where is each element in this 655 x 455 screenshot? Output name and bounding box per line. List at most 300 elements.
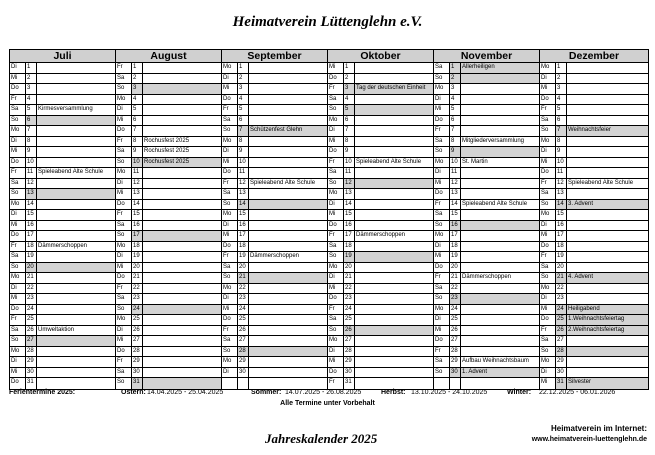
weekday: Mi — [328, 284, 344, 294]
weekday: Sa — [328, 95, 344, 105]
day-row — [222, 147, 327, 158]
weekday: Fr — [434, 200, 450, 210]
day-row — [222, 326, 327, 337]
day-row — [222, 357, 327, 368]
weekday: Mi — [222, 231, 238, 241]
event-text: 4. Advent — [567, 273, 648, 283]
event-text — [461, 231, 539, 241]
day-number: 26 — [132, 326, 143, 336]
day-row — [328, 105, 433, 116]
day-row — [434, 95, 539, 106]
weekday: Mo — [540, 137, 556, 147]
event-text: Rochusfest 2025 — [143, 158, 221, 168]
weekday: So — [10, 189, 26, 199]
event-text: Rochusfest 2025 — [144, 137, 190, 144]
day-number: 28 — [450, 347, 461, 357]
event-text — [37, 231, 115, 241]
event-text — [567, 252, 648, 262]
day-row — [10, 137, 115, 148]
day-row — [434, 357, 539, 368]
day-row — [222, 137, 327, 148]
event-text — [567, 221, 648, 231]
event-text — [37, 368, 115, 378]
day-number: 19 — [556, 252, 567, 262]
day-row — [222, 273, 327, 284]
event-text — [143, 210, 221, 220]
weekday: Mi — [116, 189, 132, 199]
holiday-label: Ferientermine 2025: — [9, 389, 76, 396]
event-text — [143, 273, 221, 283]
website-link[interactable]: www.heimatverein-luettenglehn.de — [531, 436, 647, 443]
weekday: Di — [222, 74, 238, 84]
weekday: So — [222, 273, 238, 283]
day-number: 29 — [344, 357, 355, 367]
day-number: 15 — [238, 210, 249, 220]
day-row — [540, 368, 648, 379]
weekday: So — [116, 158, 132, 168]
weekday: Di — [222, 147, 238, 157]
weekday: Sa — [434, 63, 450, 73]
event-text: Kirmesversammlung — [38, 106, 93, 112]
event-text — [143, 126, 221, 136]
day-row — [434, 200, 539, 211]
weekday: Do — [116, 347, 132, 357]
event-text — [143, 263, 221, 273]
event-text: Rochusfest 2025 — [144, 148, 190, 154]
day-row — [10, 336, 115, 347]
day-number: 14 — [450, 200, 461, 210]
weekday: Di — [116, 326, 132, 336]
day-number: 16 — [26, 221, 37, 231]
weekday: Fr — [116, 357, 132, 367]
day-number: 13 — [556, 189, 567, 199]
day-number: 9 — [132, 147, 143, 157]
day-number: 26 — [556, 326, 567, 336]
day-number: 8 — [450, 137, 461, 147]
weekday: Di — [10, 284, 26, 294]
weekday: Mo — [222, 284, 238, 294]
day-row — [116, 336, 221, 347]
weekday: Sa — [434, 357, 450, 367]
day-number: 22 — [344, 284, 355, 294]
day-number: 7 — [132, 126, 143, 136]
month-column — [10, 50, 116, 389]
day-row — [222, 63, 327, 74]
event-text — [37, 315, 115, 325]
weekday: Mi — [116, 336, 132, 346]
weekday: Mo — [328, 263, 344, 273]
day-number: 15 — [344, 210, 355, 220]
event-text: Dämmerschoppen — [462, 274, 512, 280]
day-row — [10, 378, 115, 389]
event-text — [567, 189, 648, 199]
day-number: 25 — [556, 315, 567, 325]
day-number: 18 — [344, 242, 355, 252]
day-row — [116, 368, 221, 379]
event-text — [567, 158, 648, 168]
weekday: Do — [328, 368, 344, 378]
day-number: 11 — [132, 168, 143, 178]
weekday: Do — [116, 200, 132, 210]
weekday: Mi — [10, 368, 26, 378]
day-row — [434, 105, 539, 116]
event-text — [355, 168, 433, 178]
weekday: Di — [540, 368, 556, 378]
day-row — [540, 200, 648, 211]
event-text — [461, 263, 539, 273]
day-row — [434, 231, 539, 242]
day-number: 8 — [344, 137, 355, 147]
event-text — [249, 63, 327, 73]
day-number: 2 — [238, 74, 249, 84]
day-number: 11 — [556, 168, 567, 178]
day-row — [328, 305, 433, 316]
day-row — [10, 368, 115, 379]
weekday: Sa — [10, 326, 26, 336]
day-row — [328, 200, 433, 211]
weekday: Di — [328, 200, 344, 210]
day-number: 16 — [344, 221, 355, 231]
event-text — [355, 200, 433, 210]
event-text — [143, 357, 221, 367]
day-number: 13 — [238, 189, 249, 199]
event-text — [461, 179, 539, 189]
day-row — [434, 84, 539, 95]
weekday: Di — [116, 105, 132, 115]
weekday: So — [116, 305, 132, 315]
weekday: So — [10, 116, 26, 126]
day-number: 12 — [132, 179, 143, 189]
day-row — [328, 368, 433, 379]
event-text — [249, 74, 327, 84]
day-row — [10, 200, 115, 211]
day-number: 28 — [238, 347, 249, 357]
month-column — [328, 50, 434, 389]
day-number: 12 — [556, 179, 567, 189]
event-text — [461, 74, 539, 84]
weekday: Mi — [10, 221, 26, 231]
day-row — [116, 263, 221, 274]
event-text: Aufbau Weihnachtsbaum — [462, 358, 529, 364]
day-row — [222, 252, 327, 263]
event-text — [143, 168, 221, 178]
day-number: 18 — [132, 242, 143, 252]
day-row — [222, 126, 327, 137]
weekday: So — [116, 231, 132, 241]
day-row — [10, 84, 115, 95]
month-header: September — [222, 50, 327, 63]
day-number: 25 — [238, 315, 249, 325]
day-row — [434, 221, 539, 232]
day-row — [540, 347, 648, 358]
weekday: Sa — [328, 242, 344, 252]
event-text — [143, 294, 221, 304]
day-number: 29 — [132, 357, 143, 367]
day-number: 11 — [238, 168, 249, 178]
event-text: Weihnachtsfeier — [567, 126, 648, 136]
event-text — [37, 284, 115, 294]
day-number: 20 — [26, 263, 37, 273]
event-text — [355, 116, 433, 126]
event-text — [355, 147, 433, 157]
day-number: 14 — [132, 200, 143, 210]
day-row — [10, 63, 115, 74]
weekday: Di — [434, 168, 450, 178]
day-number: 10 — [132, 158, 143, 168]
day-number: 7 — [450, 126, 461, 136]
day-row — [116, 294, 221, 305]
day-number: 10 — [556, 158, 567, 168]
weekday: Sa — [222, 189, 238, 199]
day-row — [222, 294, 327, 305]
event-text — [355, 189, 433, 199]
weekday: So — [540, 347, 556, 357]
day-row — [10, 74, 115, 85]
day-number: 28 — [26, 347, 37, 357]
event-text: 1.Weihnachtsfeiertag — [567, 315, 648, 325]
day-row — [434, 126, 539, 137]
day-number: 25 — [450, 315, 461, 325]
event-text — [567, 294, 648, 304]
weekday: Mo — [328, 336, 344, 346]
weekday: Mi — [10, 74, 26, 84]
day-number: 10 — [344, 158, 355, 168]
day-number: 5 — [556, 105, 567, 115]
day-number: 11 — [450, 168, 461, 178]
day-number: 20 — [450, 263, 461, 273]
weekday: Fr — [328, 231, 344, 241]
weekday: So — [434, 294, 450, 304]
day-number: 12 — [450, 179, 461, 189]
event-text — [143, 116, 221, 126]
weekday: Mo — [116, 95, 132, 105]
day-row — [328, 168, 433, 179]
day-number: 27 — [556, 336, 567, 346]
weekday: Do — [540, 168, 556, 178]
day-number: 5 — [238, 105, 249, 115]
day-row — [116, 147, 221, 158]
weekday: Do — [328, 294, 344, 304]
herbst-label: Herbst: — [381, 389, 406, 396]
day-row — [116, 84, 221, 95]
weekday: Mi — [10, 147, 26, 157]
day-number: 29 — [26, 357, 37, 367]
event-text — [143, 347, 221, 357]
weekday: Di — [222, 294, 238, 304]
day-row — [540, 189, 648, 200]
weekday: So — [10, 263, 26, 273]
weekday: Mo — [116, 315, 132, 325]
event-text — [461, 126, 539, 136]
event-text — [143, 189, 221, 199]
event-text — [249, 200, 327, 210]
event-text — [143, 368, 221, 378]
day-number: 3 — [238, 84, 249, 94]
day-number: 27 — [26, 336, 37, 346]
day-number: 6 — [26, 116, 37, 126]
weekday: Fr — [328, 378, 344, 389]
day-row — [116, 126, 221, 137]
weekday: So — [116, 378, 132, 389]
day-number: 4 — [450, 95, 461, 105]
day-number: 17 — [344, 231, 355, 241]
weekday: Di — [116, 179, 132, 189]
month-column — [116, 50, 222, 389]
weekday: Mi — [222, 158, 238, 168]
day-row — [10, 294, 115, 305]
day-row — [10, 263, 115, 274]
day-number: 14 — [238, 200, 249, 210]
event-text — [461, 315, 539, 325]
day-number: 9 — [26, 147, 37, 157]
day-number: 26 — [26, 326, 37, 336]
day-row — [434, 315, 539, 326]
weekday: Mo — [434, 231, 450, 241]
event-text — [355, 273, 433, 283]
day-row — [116, 284, 221, 295]
day-number: 7 — [344, 126, 355, 136]
event-text: Silvester — [567, 378, 648, 389]
day-number: 18 — [556, 242, 567, 252]
weekday — [434, 378, 450, 389]
weekday: Mi — [222, 305, 238, 315]
day-row — [540, 126, 648, 137]
day-number: 31 — [556, 378, 567, 389]
event-text — [37, 179, 115, 189]
day-number: 17 — [450, 231, 461, 241]
weekday: Sa — [10, 179, 26, 189]
day-row — [222, 105, 327, 116]
event-text — [249, 336, 327, 346]
event-text — [37, 378, 115, 389]
weekday: So — [434, 74, 450, 84]
weekday: Mo — [328, 116, 344, 126]
day-number: 7 — [556, 126, 567, 136]
weekday: So — [116, 84, 132, 94]
day-number: 24 — [238, 305, 249, 315]
weekday: Mo — [10, 126, 26, 136]
weekday: Fr — [540, 105, 556, 115]
weekday: Di — [434, 315, 450, 325]
weekday: Do — [434, 189, 450, 199]
weekday: Sa — [116, 147, 132, 157]
event-text — [249, 158, 327, 168]
day-row — [434, 273, 539, 284]
day-row — [328, 263, 433, 274]
event-text — [461, 147, 539, 157]
weekday: Mo — [434, 305, 450, 315]
day-number: 23 — [450, 294, 461, 304]
day-number: 3 — [450, 84, 461, 94]
sommer-label: Sommer: — [251, 389, 282, 396]
day-number: 15 — [26, 210, 37, 220]
day-number: 2 — [344, 74, 355, 84]
weekday: So — [540, 126, 556, 136]
ostern-label: Ostern: — [121, 389, 146, 396]
event-text — [143, 95, 221, 105]
event-text — [37, 126, 115, 136]
day-row — [116, 242, 221, 253]
month-header: Oktober — [328, 50, 433, 63]
event-text — [567, 84, 648, 94]
day-row — [10, 347, 115, 358]
event-text — [143, 378, 221, 389]
event-text — [461, 242, 539, 252]
event-text — [461, 336, 539, 346]
weekday: Mi — [116, 263, 132, 273]
weekday: Di — [434, 95, 450, 105]
day-row — [328, 74, 433, 85]
weekday: Mo — [116, 168, 132, 178]
day-number: 13 — [132, 189, 143, 199]
weekday: Sa — [116, 368, 132, 378]
day-row — [328, 242, 433, 253]
weekday: Mi — [434, 252, 450, 262]
day-row — [10, 126, 115, 137]
weekday: Mo — [540, 63, 556, 73]
weekday: Mo — [116, 242, 132, 252]
day-row — [116, 378, 221, 389]
event-text — [355, 105, 433, 115]
event-text — [567, 105, 648, 115]
day-number: 20 — [344, 263, 355, 273]
day-number: 19 — [450, 252, 461, 262]
calendar-grid — [9, 49, 649, 390]
month-header: Juli — [10, 50, 115, 63]
event-text — [567, 368, 648, 378]
day-number: 22 — [238, 284, 249, 294]
weekday: Mo — [328, 189, 344, 199]
day-row — [116, 95, 221, 106]
weekday: Mo — [222, 210, 238, 220]
event-text — [249, 168, 327, 178]
day-number: 10 — [238, 158, 249, 168]
year-calendar-title: Jahreskalender 2025 — [265, 431, 378, 446]
event-text — [249, 326, 327, 336]
day-row — [328, 284, 433, 295]
day-number: 1 — [132, 63, 143, 73]
day-number: 24 — [344, 305, 355, 315]
weekday: Mi — [540, 378, 556, 389]
day-number: 11 — [344, 168, 355, 178]
day-number: 22 — [26, 284, 37, 294]
day-number: 30 — [238, 368, 249, 378]
weekday: Do — [540, 315, 556, 325]
weekday: Do — [116, 126, 132, 136]
weekday: Mi — [328, 63, 344, 73]
event-text — [567, 210, 648, 220]
event-text — [567, 284, 648, 294]
weekday: Sa — [434, 137, 450, 147]
weekday: Mi — [540, 305, 556, 315]
day-row — [540, 357, 648, 368]
weekday: Mi — [540, 84, 556, 94]
event-text — [567, 74, 648, 84]
day-number: 29 — [450, 357, 461, 367]
day-number: 20 — [132, 263, 143, 273]
weekday: Do — [222, 95, 238, 105]
day-number: 5 — [450, 105, 461, 115]
event-text: Tag der deutschen Einheit — [355, 84, 433, 94]
weekday: Fr — [328, 84, 344, 94]
month-column — [434, 50, 540, 389]
day-number: 17 — [26, 231, 37, 241]
day-row — [540, 263, 648, 274]
day-number: 20 — [556, 263, 567, 273]
day-row — [116, 273, 221, 284]
weekday: Mi — [10, 294, 26, 304]
event-text — [37, 273, 115, 283]
